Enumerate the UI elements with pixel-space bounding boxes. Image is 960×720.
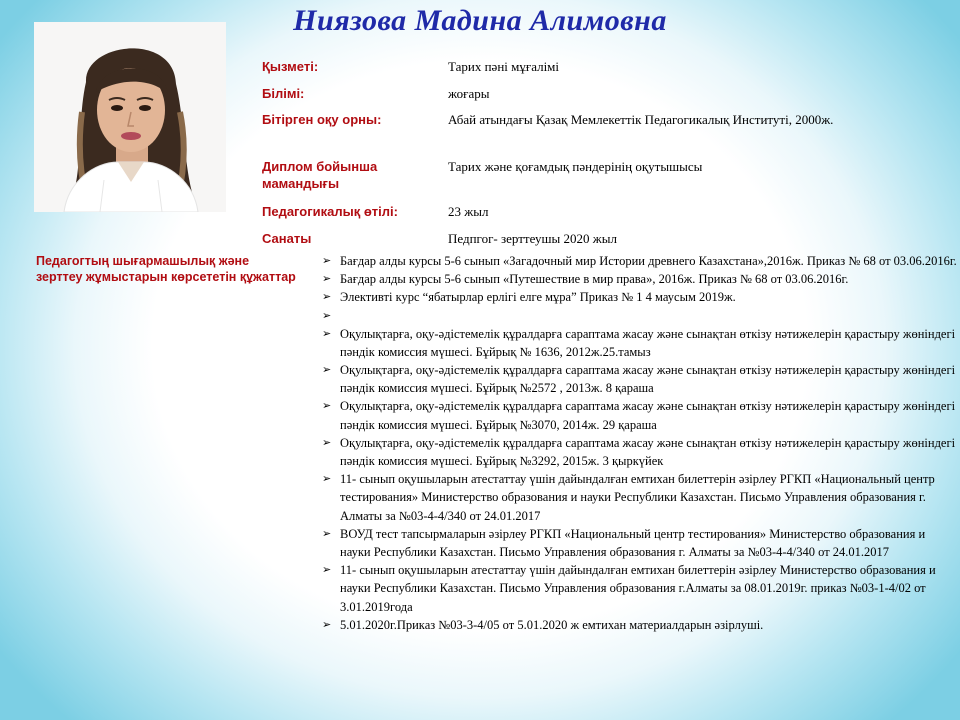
arrowhead-bullet-icon: ➢ [322,399,332,413]
arrowhead-bullet-icon: ➢ [322,363,332,377]
list-item [322,252,958,270]
arrowhead-bullet-icon: ➢ [322,308,332,322]
list-item [322,288,958,306]
portrait-image [34,22,226,212]
list-item [322,616,958,634]
list-item-text: Бағдар алды курсы 5-6 сынып «Путешествие в мир права», 2016ж. Приказ № 68 от 03.06.2016г. [340,272,849,287]
info-value: жоғары [448,86,490,101]
list-item [322,470,958,525]
portrait-photo [34,22,226,212]
works-section-label: Педагогтың шығармашылық және зерттеу жұмыстарын көрсететін құжаттар [36,254,296,284]
list-item-text: Оқулықтарға, оқу-әдістемелік құралдарға сараптама жасау және сынақтан өткізу нәтижелерін қарастыру жөніндегі пәндік комиссия мүшесі. Бұйрық № 1636, 2012ж.25.тамыз [340,326,956,359]
list-item [322,361,958,397]
info-label: Диплом бойынша мамандығы [262,159,378,191]
list-item-text: 11- сынып оқушыларын атестаттау үшін дайындалған емтихан билеттерін әзірлеу РГКП «Национальный центр тестирования» Министерство образования и науки Республики Казахстан. Письмо Управления образования г. Алматы за №03-4-4/340 от 24.01.2017 [340,472,935,523]
list-item [322,434,958,470]
list-item [322,561,958,616]
list-item-text: 11- сынып оқушыларын атестаттау үшін дайындалған емтихан билеттерін әзірлеу Министерство образования и науки Республики Казахстан. Письмо Управления образования г.Алматы за 08.01.2019г. приказ №03-1-4/02 от 3.01.2019года [340,563,936,614]
list-item-text: 5.01.2020г.Приказ №03-3-4/05 от 5.01.2020 ж емтихан материалдарын әзірлуші. [340,617,764,632]
arrowhead-bullet-icon: ➢ [322,526,332,540]
list-item-text: Бағдар алды курсы 5-6 сынып «Загадочный мир Истории древнего Казахстана»,2016ж. Приказ № 68 от 03.06.2016г. [340,254,957,268]
arrowhead-bullet-icon: ➢ [322,472,332,486]
list-item [322,270,958,288]
arrowhead-bullet-icon: ➢ [322,435,332,449]
info-label: Бітірген оқу орны: [262,112,382,127]
arrowhead-bullet-icon: ➢ [322,254,332,267]
list-item-text: Оқулықтарға, оқу-әдістемелік құралдарға сараптама жасау және сынақтан өткізу нәтижелерін қарастыру жөніндегі пәндік комиссия мүшесі. Бұйрық №3292, 2015ж. 3 қыркүйек [340,435,956,469]
info-value: Тарих пәні мұғалімі [448,59,560,74]
info-label: Санаты [262,231,312,246]
list-item-text: Элективті курс “ябатырлар ерлігі елге мұра” Приказ № 1 4 маусым 2019ж. [340,290,736,305]
works-list [322,252,958,634]
list-item-text: Оқулықтарға, оқу-әдістемелік құралдарға сараптама жасау және сынақтан өткізу нәтижелерін қарастыру жөніндегі пәндік комиссия мүшесі. Бұйрық №2572 , 2013ж. 8 қараша [340,363,956,396]
page-title: Ниязова Мадина Алимовна [293,4,667,37]
info-value: Тарих және қоғамдық пәндерінің оқутышысы [448,159,703,174]
list-item [322,325,958,361]
arrowhead-bullet-icon: ➢ [322,326,332,340]
list-item [322,307,958,325]
list-item [322,397,958,433]
info-value: 23 жыл [448,204,489,219]
arrowhead-bullet-icon: ➢ [322,617,332,631]
info-label: Білімі: [262,86,305,101]
arrowhead-bullet-icon: ➢ [322,290,332,304]
arrowhead-bullet-icon: ➢ [322,563,332,577]
list-item [322,525,958,561]
info-value: Абай атындағы Қазақ Мемлекеттік Педагогикалық Институті, 2000ж. [448,112,834,127]
list-item-text: ВОУД тест тапсырмаларын әзірлеу РГКП «Национальный центр тестирования» Министерство образования и науки Республики Казахстан. Письмо Управления образования г. Алматы за №03-4-4/340 от 24.01.2017 [340,526,926,560]
list-item-text: Оқулықтарға, оқу-әдістемелік құралдарға сараптама жасау және сынақтан өткізу нәтижелерін қарастыру жөніндегі пәндік комиссия мүшесі. Бұйрық №3070, 2014ж. 29 қараша [340,399,956,432]
info-label: Педагогикалық өтілі: [262,204,398,219]
arrowhead-bullet-icon: ➢ [322,272,332,286]
info-label: Қызметі: [262,59,319,74]
info-value: Педпгог- зерттеушы 2020 жыл [448,231,617,246]
